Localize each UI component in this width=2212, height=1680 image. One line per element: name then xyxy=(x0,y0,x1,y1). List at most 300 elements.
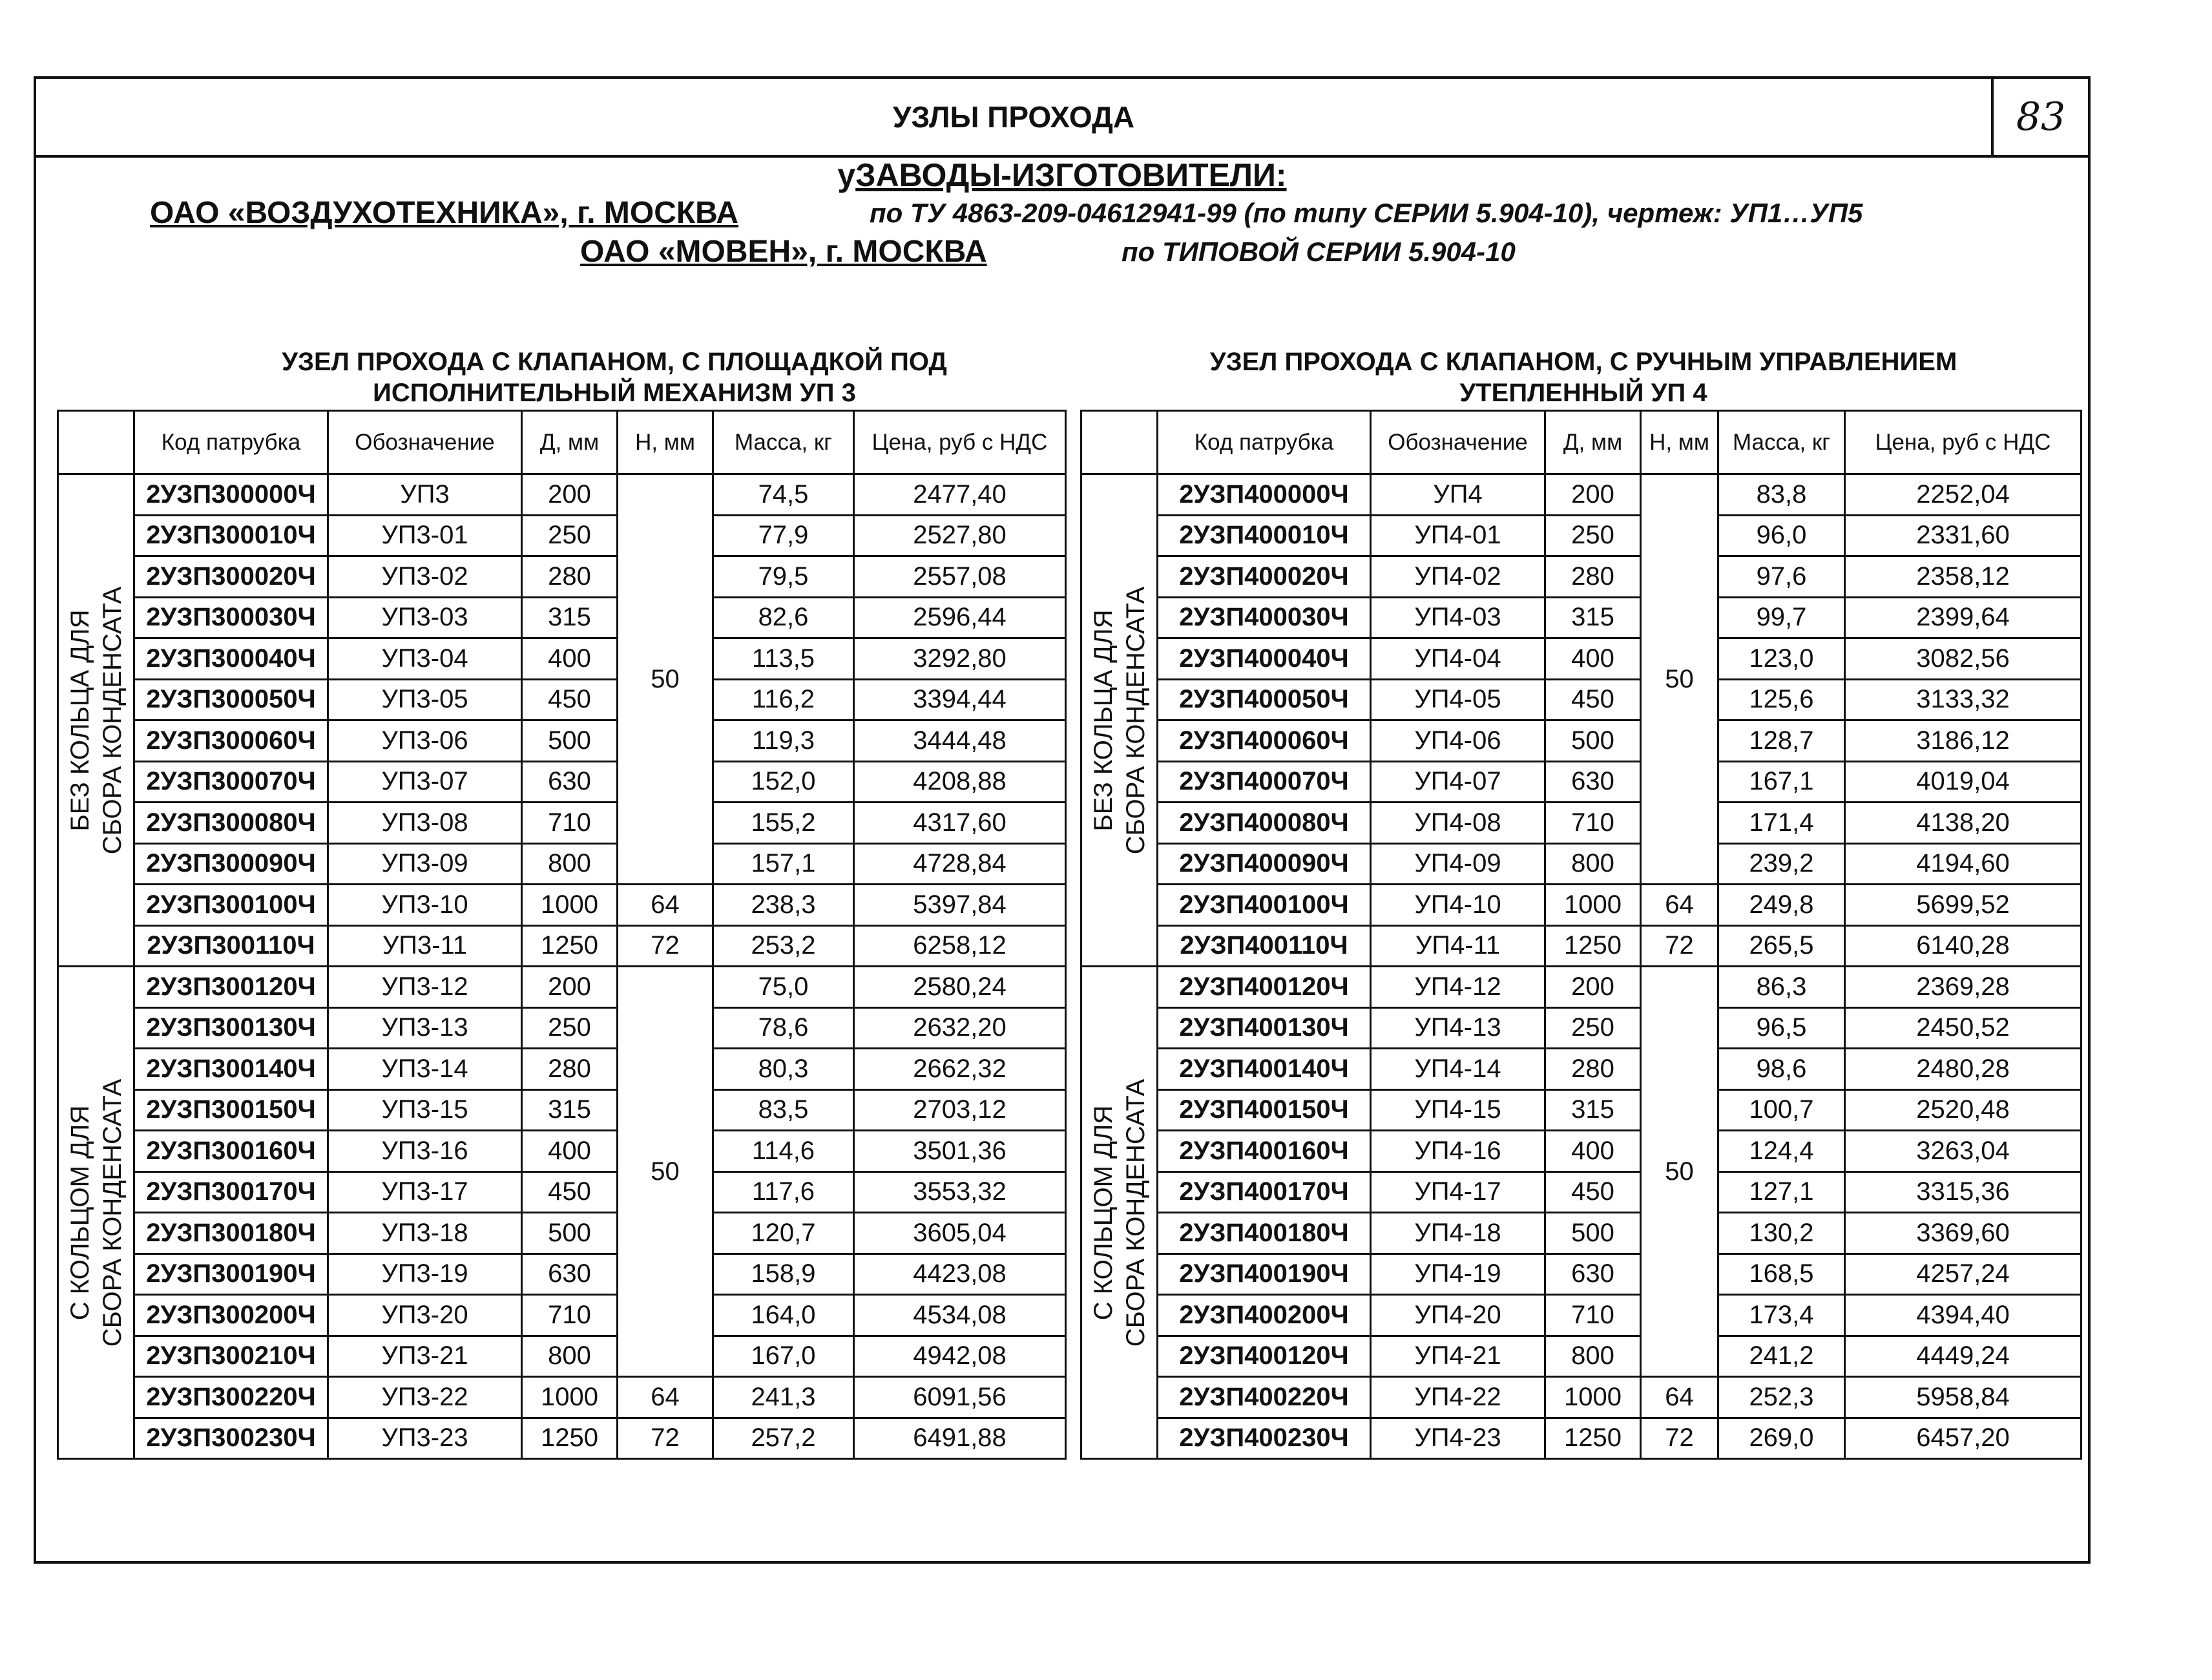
cell-price: 4194,60 xyxy=(1845,843,2082,885)
row-group-line: БЕЗ КОЛЬЦА ДЛЯ xyxy=(1089,609,1118,831)
cell-price: 4534,08 xyxy=(854,1295,1066,1336)
table-row xyxy=(1081,1007,2082,1049)
cell-price: 4449,24 xyxy=(1845,1336,2082,1377)
column-header: Обозначение xyxy=(328,411,522,474)
cell-designation: УП3-02 xyxy=(328,556,522,598)
cell-designation: УП4-01 xyxy=(1371,515,1545,556)
cell-price: 2450,52 xyxy=(1845,1007,2082,1049)
cell-diameter: 315 xyxy=(522,597,618,638)
cell-code: 2УЗП300090Ч xyxy=(134,843,328,885)
table-row xyxy=(58,679,1066,720)
cell-code: 2УЗП400170Ч xyxy=(1158,1171,1371,1213)
cell-designation: УП3-09 xyxy=(328,843,522,885)
table-row xyxy=(1081,597,2082,638)
cell-price: 4317,60 xyxy=(854,803,1066,844)
title-bar xyxy=(36,79,2088,158)
cell-code: 2УЗП300210Ч xyxy=(134,1336,328,1377)
cell-designation: УП4-14 xyxy=(1371,1049,1545,1090)
cell-mass: 249,8 xyxy=(1718,885,1845,926)
table-up4 xyxy=(1080,410,2082,1460)
cell-diameter: 1250 xyxy=(522,925,618,967)
cell-price: 6091,56 xyxy=(854,1377,1066,1418)
cell-designation: УП3-03 xyxy=(328,597,522,638)
cell-diameter: 315 xyxy=(522,1089,618,1131)
table-row xyxy=(1081,1213,2082,1254)
table-row xyxy=(1081,515,2082,556)
cell-code: 2УЗП400030Ч xyxy=(1158,597,1371,638)
cell-designation: УП4-03 xyxy=(1371,597,1545,638)
cell-mass: 257,2 xyxy=(713,1418,854,1459)
cell-mass: 130,2 xyxy=(1718,1213,1845,1254)
column-header: Д, мм xyxy=(522,411,618,474)
cell-diameter: 315 xyxy=(1545,1089,1641,1131)
table-row xyxy=(58,556,1066,598)
column-header: Обозначение xyxy=(1371,411,1545,474)
cell-mass: 269,0 xyxy=(1718,1418,1845,1459)
cell-mass: 252,3 xyxy=(1718,1377,1845,1418)
cell-diameter: 450 xyxy=(522,679,618,720)
cell-diameter: 500 xyxy=(1545,720,1641,762)
cell-code: 2УЗП300200Ч xyxy=(134,1295,328,1336)
table-row xyxy=(1081,638,2082,680)
cell-diameter: 710 xyxy=(1545,1295,1641,1336)
cell-designation: УП4-10 xyxy=(1371,885,1545,926)
cell-diameter: 450 xyxy=(1545,1171,1641,1213)
cell-diameter: 200 xyxy=(1545,474,1641,516)
row-group-text xyxy=(64,1078,129,1346)
cell-price: 4257,24 xyxy=(1845,1254,2082,1295)
caption-line: ИСПОЛНИТЕЛЬНЫЙ МЕХАНИЗМ УП 3 xyxy=(373,379,856,407)
cell-price: 3394,44 xyxy=(854,679,1066,720)
row-group-text xyxy=(64,586,129,854)
table-row xyxy=(58,474,1066,516)
cell-code: 2УЗП400190Ч xyxy=(1158,1254,1371,1295)
cell-designation: УП4-17 xyxy=(1371,1171,1545,1213)
cell-price: 2662,32 xyxy=(854,1049,1066,1090)
table-row xyxy=(1081,720,2082,762)
table-row xyxy=(1081,1131,2082,1172)
cell-diameter: 710 xyxy=(522,1295,618,1336)
cell-price: 4208,88 xyxy=(854,761,1066,803)
cell-designation: УП4-04 xyxy=(1371,638,1545,680)
cell-diameter: 1000 xyxy=(522,1377,618,1418)
column-header: Масса, кг xyxy=(713,411,854,474)
cell-diameter: 1250 xyxy=(1545,1418,1641,1459)
cell-designation: УП3-17 xyxy=(328,1171,522,1213)
manufacturer-2-name: ОАО «МОВЕН», г. МОСКВА xyxy=(580,235,987,269)
cell-price: 2369,28 xyxy=(1845,967,2082,1008)
table-row xyxy=(58,803,1066,844)
cell-mass: 83,5 xyxy=(713,1089,854,1131)
cell-code: 2УЗП400200Ч xyxy=(1158,1295,1371,1336)
cell-designation: УП3-15 xyxy=(328,1089,522,1131)
cell-mass: 253,2 xyxy=(713,925,854,967)
cell-diameter: 800 xyxy=(1545,1336,1641,1377)
caption-line: УЗЕЛ ПРОХОДА С КЛАПАНОМ, С ПЛОЩАДКОЙ ПОД xyxy=(282,348,947,376)
cell-diameter: 400 xyxy=(1545,1131,1641,1172)
cell-code: 2УЗП300180Ч xyxy=(134,1213,328,1254)
cell-mass: 117,6 xyxy=(713,1171,854,1213)
cell-h-merged: 50 xyxy=(1641,967,1718,1377)
cell-code: 2УЗП300150Ч xyxy=(134,1089,328,1131)
cell-code: 2УЗП400120Ч xyxy=(1158,1336,1371,1377)
cell-h: 72 xyxy=(618,1418,713,1459)
cell-code: 2УЗП400060Ч xyxy=(1158,720,1371,762)
table-row xyxy=(58,1418,1066,1459)
cell-diameter: 1250 xyxy=(522,1418,618,1459)
cell-mass: 119,3 xyxy=(713,720,854,762)
table-up3 xyxy=(57,410,1067,1460)
cell-code: 2УЗП400220Ч xyxy=(1158,1377,1371,1418)
cell-diameter: 400 xyxy=(522,638,618,680)
cell-code: 2УЗП400000Ч xyxy=(1158,474,1371,516)
table-row xyxy=(58,1007,1066,1049)
table-row xyxy=(58,843,1066,885)
row-group-text xyxy=(1087,1078,1152,1346)
cell-mass: 98,6 xyxy=(1718,1049,1845,1090)
cell-price: 2399,64 xyxy=(1845,597,2082,638)
cell-diameter: 800 xyxy=(522,1336,618,1377)
cell-h: 72 xyxy=(1641,925,1718,967)
cell-designation: УП4 xyxy=(1371,474,1545,516)
cell-code: 2УЗП400070Ч xyxy=(1158,761,1371,803)
cell-h: 64 xyxy=(618,885,713,926)
table-row xyxy=(58,885,1066,926)
cell-code: 2УЗП400100Ч xyxy=(1158,885,1371,926)
table-row xyxy=(1081,679,2082,720)
table-row xyxy=(58,1213,1066,1254)
manufacturer-2-spec: по ТИПОВОЙ СЕРИИ 5.904-10 xyxy=(1122,236,1516,267)
cell-designation: УП3-13 xyxy=(328,1007,522,1049)
cell-code: 2УЗП300050Ч xyxy=(134,679,328,720)
cell-designation: УП3-06 xyxy=(328,720,522,762)
cell-designation: УП4-13 xyxy=(1371,1007,1545,1049)
cell-diameter: 200 xyxy=(522,474,618,516)
table-row xyxy=(58,1089,1066,1131)
column-header: Код патрубка xyxy=(134,411,328,474)
cell-designation: УП4-06 xyxy=(1371,720,1545,762)
cell-designation: УП4-07 xyxy=(1371,761,1545,803)
table-row xyxy=(58,1295,1066,1336)
caption-line: УТЕПЛЕННЫЙ УП 4 xyxy=(1459,379,1707,407)
cell-code: 2УЗП400130Ч xyxy=(1158,1007,1371,1049)
table-row xyxy=(58,1336,1066,1377)
cell-price: 6258,12 xyxy=(854,925,1066,967)
cell-code: 2УЗП300170Ч xyxy=(134,1171,328,1213)
cell-price: 2480,28 xyxy=(1845,1049,2082,1090)
cell-price: 4423,08 xyxy=(854,1254,1066,1295)
cell-designation: УП4-05 xyxy=(1371,679,1545,720)
cell-code: 2УЗП300130Ч xyxy=(134,1007,328,1049)
table-row xyxy=(58,638,1066,680)
cell-mass: 120,7 xyxy=(713,1213,854,1254)
table-header-row xyxy=(1081,411,2082,474)
cell-diameter: 400 xyxy=(522,1131,618,1172)
cell-mass: 171,4 xyxy=(1718,803,1845,844)
cell-price: 3369,60 xyxy=(1845,1213,2082,1254)
cell-mass: 125,6 xyxy=(1718,679,1845,720)
cell-mass: 75,0 xyxy=(713,967,854,1008)
table-row xyxy=(1081,1418,2082,1459)
cell-mass: 238,3 xyxy=(713,885,854,926)
cell-code: 2УЗП300080Ч xyxy=(134,803,328,844)
cell-code: 2УЗП300100Ч xyxy=(134,885,328,926)
cell-mass: 173,4 xyxy=(1718,1295,1845,1336)
cell-designation: УП3-11 xyxy=(328,925,522,967)
cell-mass: 241,2 xyxy=(1718,1336,1845,1377)
cell-designation: УП4-18 xyxy=(1371,1213,1545,1254)
table-row xyxy=(1081,1377,2082,1418)
cell-designation: УП3-20 xyxy=(328,1295,522,1336)
cell-designation: УП4-08 xyxy=(1371,803,1545,844)
table-row xyxy=(58,925,1066,967)
cell-diameter: 1000 xyxy=(522,885,618,926)
column-header: Код патрубка xyxy=(1158,411,1371,474)
cell-code: 2УЗП400050Ч xyxy=(1158,679,1371,720)
cell-designation: УП4-12 xyxy=(1371,967,1545,1008)
cell-price: 5397,84 xyxy=(854,885,1066,926)
table-row xyxy=(58,1171,1066,1213)
cell-price: 3186,12 xyxy=(1845,720,2082,762)
cell-diameter: 450 xyxy=(522,1171,618,1213)
cell-mass: 158,9 xyxy=(713,1254,854,1295)
cell-diameter: 710 xyxy=(1545,803,1641,844)
cell-price: 5699,52 xyxy=(1845,885,2082,926)
cell-mass: 116,2 xyxy=(713,679,854,720)
cell-mass: 114,6 xyxy=(713,1131,854,1172)
table-row xyxy=(58,1254,1066,1295)
cell-code: 2УЗП400090Ч xyxy=(1158,843,1371,885)
cell-code: 2УЗП400110Ч xyxy=(1158,925,1371,967)
manufacturer-1-spec: по ТУ 4863-209-04612941-99 (по типу СЕРИИ 5.904-10), чертеж: УП1…УП5 xyxy=(870,198,1863,228)
table-row xyxy=(58,515,1066,556)
table-row xyxy=(1081,967,2082,1008)
cell-mass: 77,9 xyxy=(713,515,854,556)
cell-price: 4138,20 xyxy=(1845,803,2082,844)
cell-price: 3501,36 xyxy=(854,1131,1066,1172)
cell-h-merged: 50 xyxy=(1641,474,1718,885)
manufacturers-heading xyxy=(36,156,2088,194)
table-row xyxy=(1081,1089,2082,1131)
table-row xyxy=(1081,556,2082,598)
cell-mass: 79,5 xyxy=(713,556,854,598)
cell-designation: УП3-07 xyxy=(328,761,522,803)
cell-diameter: 280 xyxy=(1545,1049,1641,1090)
table-row xyxy=(1081,885,2082,926)
cell-designation: УП3-05 xyxy=(328,679,522,720)
table-row xyxy=(58,1049,1066,1090)
cell-mass: 96,0 xyxy=(1718,515,1845,556)
cell-price: 2580,24 xyxy=(854,967,1066,1008)
table-row xyxy=(58,1377,1066,1418)
cell-diameter: 315 xyxy=(1545,597,1641,638)
cell-price: 4019,04 xyxy=(1845,761,2082,803)
cell-price: 4394,40 xyxy=(1845,1295,2082,1336)
row-group-line: СБОРА КОНДЕНСАТА xyxy=(98,1078,127,1347)
row-group-line: СБОРА КОНДЕНСАТА xyxy=(1121,586,1150,854)
cell-designation: УП3-12 xyxy=(328,967,522,1008)
manufacturer-1-name: ОАО «ВОЗДУХОТЕХНИКА», г. МОСКВА xyxy=(150,196,739,230)
cell-code: 2УЗП400180Ч xyxy=(1158,1213,1371,1254)
cell-diameter: 630 xyxy=(1545,761,1641,803)
cell-code: 2УЗП300060Ч xyxy=(134,720,328,762)
cell-h: 72 xyxy=(1641,1418,1718,1459)
cell-mass: 83,8 xyxy=(1718,474,1845,516)
cell-price: 5958,84 xyxy=(1845,1377,2082,1418)
cell-diameter: 280 xyxy=(522,556,618,598)
page-number: 83 xyxy=(1991,79,2088,155)
cell-price: 6491,88 xyxy=(854,1418,1066,1459)
manufacturers-heading-text: ЗАВОДЫ-ИЗГОТОВИТЕЛИ: xyxy=(855,157,1287,193)
table-row xyxy=(58,720,1066,762)
row-group-line: С КОЛЬЦОМ ДЛЯ xyxy=(1089,1105,1118,1320)
cell-mass: 265,5 xyxy=(1718,925,1845,967)
cell-designation: УП4-11 xyxy=(1371,925,1545,967)
column-header: Н, мм xyxy=(618,411,713,474)
cell-h: 64 xyxy=(1641,885,1718,926)
cell-code: 2УЗП300020Ч xyxy=(134,556,328,598)
cell-designation: УП3-22 xyxy=(328,1377,522,1418)
table-row xyxy=(58,1131,1066,1172)
cell-code: 2УЗП300120Ч xyxy=(134,967,328,1008)
cell-diameter: 500 xyxy=(1545,1213,1641,1254)
cell-diameter: 200 xyxy=(1545,967,1641,1008)
row-group-label xyxy=(1081,967,1158,1459)
cell-price: 2557,08 xyxy=(854,556,1066,598)
column-header: Д, мм xyxy=(1545,411,1641,474)
table-row xyxy=(58,597,1066,638)
cell-price: 3292,80 xyxy=(854,638,1066,680)
cell-diameter: 800 xyxy=(522,843,618,885)
caption-line: УЗЕЛ ПРОХОДА С КЛАПАНОМ, С РУЧНЫМ УПРАВЛЕНИЕМ xyxy=(1209,348,1957,376)
cell-code: 2УЗП400120Ч xyxy=(1158,967,1371,1008)
cell-designation: УП3-16 xyxy=(328,1131,522,1172)
column-header: Цена, руб с НДС xyxy=(854,411,1066,474)
cell-mass: 168,5 xyxy=(1718,1254,1845,1295)
cell-price: 3315,36 xyxy=(1845,1171,2082,1213)
table-caption-up3 xyxy=(107,346,1122,408)
cell-designation: УП3-18 xyxy=(328,1213,522,1254)
cell-price: 2358,12 xyxy=(1845,556,2082,598)
header-corner xyxy=(58,411,134,474)
cell-price: 3263,04 xyxy=(1845,1131,2082,1172)
row-group-label xyxy=(1081,474,1158,967)
cell-mass: 128,7 xyxy=(1718,720,1845,762)
cell-designation: УП3 xyxy=(328,474,522,516)
cell-mass: 124,4 xyxy=(1718,1131,1845,1172)
cell-code: 2УЗП300190Ч xyxy=(134,1254,328,1295)
cell-designation: УП3-08 xyxy=(328,803,522,844)
cell-diameter: 250 xyxy=(522,515,618,556)
manufacturers-heading-prefix: у xyxy=(837,157,856,193)
cell-price: 3082,56 xyxy=(1845,638,2082,680)
cell-price: 3605,04 xyxy=(854,1213,1066,1254)
cell-mass: 100,7 xyxy=(1718,1089,1845,1131)
cell-mass: 74,5 xyxy=(713,474,854,516)
row-group-text xyxy=(1087,586,1152,854)
table-row xyxy=(1081,803,2082,844)
cell-mass: 113,5 xyxy=(713,638,854,680)
cell-price: 2632,20 xyxy=(854,1007,1066,1049)
cell-designation: УП4-16 xyxy=(1371,1131,1545,1172)
cell-mass: 123,0 xyxy=(1718,638,1845,680)
table-row xyxy=(1081,1171,2082,1213)
cell-diameter: 400 xyxy=(1545,638,1641,680)
cell-diameter: 630 xyxy=(522,1254,618,1295)
cell-code: 2УЗП300070Ч xyxy=(134,761,328,803)
row-group-line: СБОРА КОНДЕНСАТА xyxy=(1121,1078,1150,1347)
cell-price: 3133,32 xyxy=(1845,679,2082,720)
cell-mass: 127,1 xyxy=(1718,1171,1845,1213)
cell-code: 2УЗП400040Ч xyxy=(1158,638,1371,680)
cell-designation: УП3-23 xyxy=(328,1418,522,1459)
cell-price: 2331,60 xyxy=(1845,515,2082,556)
column-header: Н, мм xyxy=(1641,411,1718,474)
cell-mass: 167,0 xyxy=(713,1336,854,1377)
cell-designation: УП4-23 xyxy=(1371,1418,1545,1459)
cell-designation: УП3-01 xyxy=(328,515,522,556)
cell-code: 2УЗП300160Ч xyxy=(134,1131,328,1172)
table-row xyxy=(1081,1049,2082,1090)
table-row xyxy=(1081,1336,2082,1377)
cell-designation: УП3-14 xyxy=(328,1049,522,1090)
cell-code: 2УЗП400140Ч xyxy=(1158,1049,1371,1090)
cell-designation: УП4-02 xyxy=(1371,556,1545,598)
cell-diameter: 250 xyxy=(522,1007,618,1049)
cell-designation: УП3-19 xyxy=(328,1254,522,1295)
row-group-line: БЕЗ КОЛЬЦА ДЛЯ xyxy=(65,609,94,831)
table-row xyxy=(1081,843,2082,885)
cell-mass: 155,2 xyxy=(713,803,854,844)
cell-code: 2УЗП400020Ч xyxy=(1158,556,1371,598)
cell-diameter: 200 xyxy=(522,967,618,1008)
cell-code: 2УЗП400160Ч xyxy=(1158,1131,1371,1172)
cell-code: 2УЗП400230Ч xyxy=(1158,1418,1371,1459)
row-group-label xyxy=(58,474,134,967)
cell-code: 2УЗП300230Ч xyxy=(134,1418,328,1459)
cell-mass: 241,3 xyxy=(713,1377,854,1418)
table-row xyxy=(1081,925,2082,967)
row-group-line: С КОЛЬЦОМ ДЛЯ xyxy=(65,1105,94,1320)
cell-price: 2477,40 xyxy=(854,474,1066,516)
cell-price: 2596,44 xyxy=(854,597,1066,638)
table-row xyxy=(1081,1254,2082,1295)
cell-price: 2252,04 xyxy=(1845,474,2082,516)
cell-diameter: 1000 xyxy=(1545,885,1641,926)
cell-mass: 167,1 xyxy=(1718,761,1845,803)
cell-diameter: 500 xyxy=(522,1213,618,1254)
cell-code: 2УЗП300030Ч xyxy=(134,597,328,638)
cell-code: 2УЗП400010Ч xyxy=(1158,515,1371,556)
cell-mass: 99,7 xyxy=(1718,597,1845,638)
cell-diameter: 710 xyxy=(522,803,618,844)
cell-mass: 80,3 xyxy=(713,1049,854,1090)
cell-price: 6140,28 xyxy=(1845,925,2082,967)
table-caption-up4 xyxy=(1122,346,2045,408)
cell-price: 6457,20 xyxy=(1845,1418,2082,1459)
cell-code: 2УЗП300040Ч xyxy=(134,638,328,680)
cell-diameter: 500 xyxy=(522,720,618,762)
cell-price: 3444,48 xyxy=(854,720,1066,762)
table-row xyxy=(1081,1295,2082,1336)
cell-code: 2УЗП300110Ч xyxy=(134,925,328,967)
cell-code: 2УЗП400080Ч xyxy=(1158,803,1371,844)
cell-designation: УП3-04 xyxy=(328,638,522,680)
cell-mass: 157,1 xyxy=(713,843,854,885)
cell-mass: 78,6 xyxy=(713,1007,854,1049)
cell-price: 2527,80 xyxy=(854,515,1066,556)
cell-diameter: 800 xyxy=(1545,843,1641,885)
